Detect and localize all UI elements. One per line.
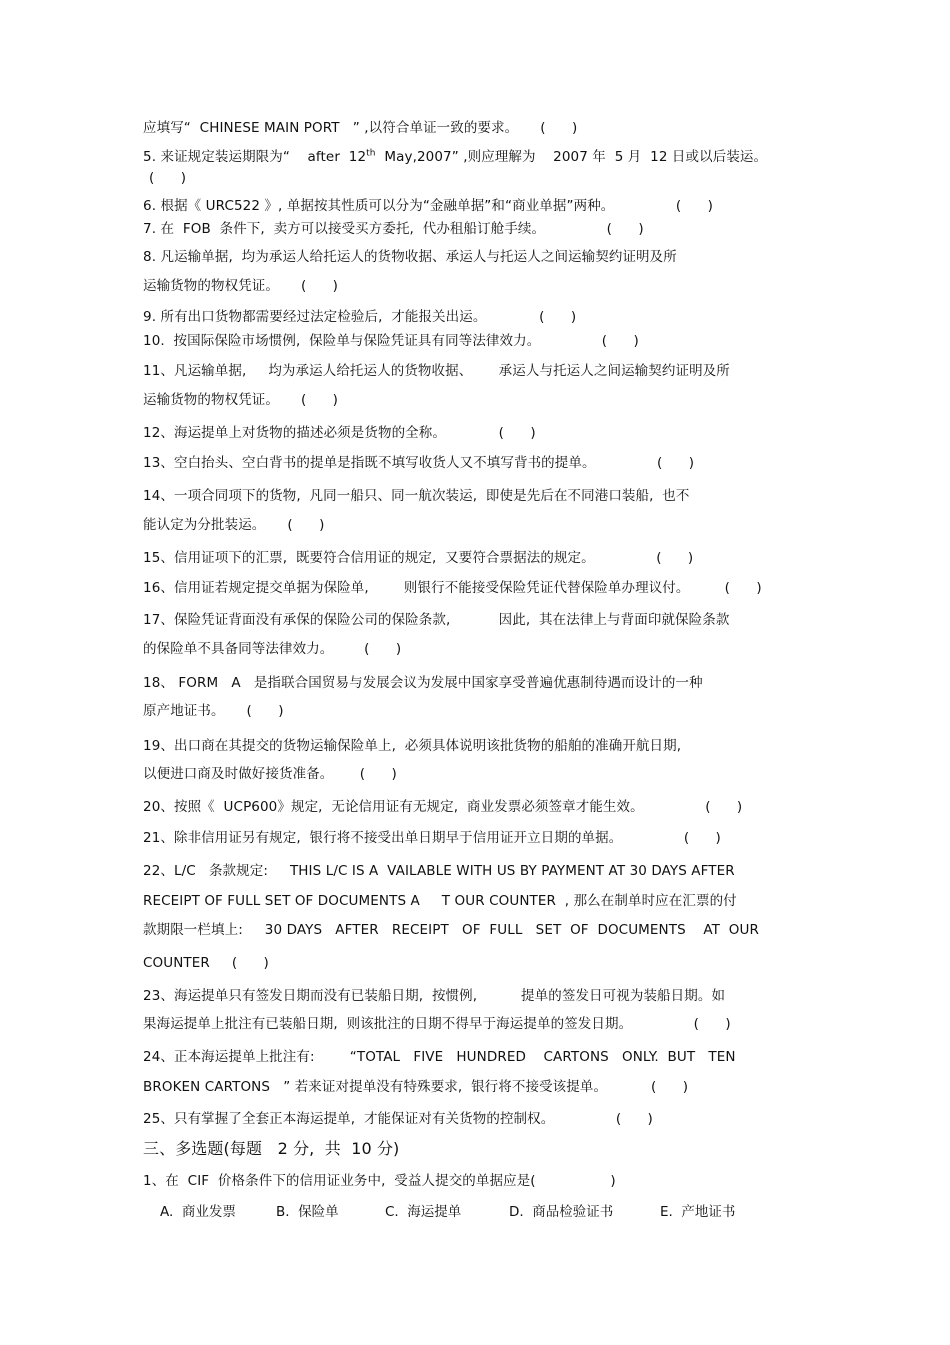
text-line: 14、一项合同项下的货物, 凡同一船只、同一航次装运, 即使是先后在不同港口装船, 也不 [143, 488, 690, 504]
text-line: 9. 所有出口货物都需要经过法定检验后, 才能报关出运。 ( ) [143, 309, 577, 325]
text-line: 24、正本海运提单上批注有: “TOTAL FIVE HUNDRED CARTONS ONLY. BUT TEN [143, 1049, 736, 1065]
text-line: 6. 根据《 URC522 》, 单据按其性质可以分为“金融单据”和“商业单据”两种。 ( ) [143, 198, 713, 214]
option-a[interactable]: A. 商业发票 [160, 1204, 236, 1220]
text-line: 13、空白抬头、空白背书的提单是指既不填写收货人又不填写背书的提单。 ( ) [143, 455, 695, 471]
text-line [143, 148, 767, 166]
text-line: 23、海运提单只有签发日期而没有已装船日期, 按惯例, 提单的签发日可视为装船日期。如 [143, 988, 726, 1004]
text-fragment: May,2007” ,则应理解为 2007 年 5 月 12 日或以后装运。 [375, 149, 768, 165]
text-line: 20、按照《 UCP600》规定, 无论信用证有无规定, 商业发票必须签章才能生效。 ( ) [143, 799, 743, 815]
text-line: 22、L/C 条款规定: THIS L/C IS A VAILABLE WITH US BY PAYMENT AT 30 DAYS AFTER [143, 863, 735, 879]
text-line: 25、只有掌握了全套正本海运提单, 才能保证对有关货物的控制权。 ( ) [143, 1111, 653, 1127]
text-line: 11、凡运输单据, 均为承运人给托运人的货物收据、 承运人与托运人之间运输契约证明及所 [143, 363, 730, 379]
text-line: 19、出口商在其提交的货物运输保险单上, 必须具体说明该批货物的船舶的准确开航日期, [143, 738, 682, 754]
text-line: 的保险单不具备同等法律效力。 ( ) [143, 641, 402, 657]
text-line: 款期限一栏填上: 30 DAYS AFTER RECEIPT OF FULL SET OF DOCUMENTS AT OUR [143, 922, 759, 938]
text-line: 能认定为分批装运。 ( ) [143, 517, 325, 533]
text-line: 7. 在 FOB 条件下, 卖方可以接受买方委托, 代办租船订舱手续。 ( ) [143, 221, 644, 237]
text-line: 16、信用证若规定提交单据为保险单, 则银行不能接受保险凭证代替保险单办理议付。 ( ) [143, 580, 762, 596]
text-line: 以便进口商及时做好接货准备。 ( ) [143, 766, 397, 782]
text-line: 21、除非信用证另有规定, 银行将不接受出单日期早于信用证开立日期的单据。 ( ) [143, 830, 721, 846]
text-line: 应填写“ CHINESE MAIN PORT ” ,以符合单证一致的要求。 ( ) [143, 120, 578, 136]
text-line: 12、海运提单上对货物的描述必须是货物的全称。 ( ) [143, 425, 536, 441]
text-line: COUNTER ( ) [143, 955, 269, 971]
superscript: th [366, 148, 376, 159]
text-line: 18、 FORM A 是指联合国贸易与发展会议为发展中国家享受普遍优惠制待遇而设计的一种 [143, 675, 703, 691]
text-line: 果海运提单上批注有已装船日期, 则该批注的日期不得早于海运提单的签发日期。 ( ) [143, 1016, 731, 1032]
text-line: 15、信用证项下的汇票, 既要符合信用证的规定, 又要符合票据法的规定。 ( ) [143, 550, 694, 566]
text-line: 10. 按国际保险市场惯例, 保险单与保险凭证具有同等法律效力。 ( ) [143, 333, 639, 349]
text-fragment: 5. 来证规定装运期限为“ after 12 [143, 149, 367, 165]
text-line: RECEIPT OF FULL SET OF DOCUMENTS A T OUR COUNTER , 那么在制单时应在汇票的付 [143, 893, 737, 909]
answer-paren: ( ) [149, 170, 187, 186]
text-line: 运输货物的物权凭证。 ( ) [143, 392, 339, 408]
text-line: 8. 凡运输单据, 均为承运人给托运人的货物收据、承运人与托运人之间运输契约证明及所 [143, 249, 677, 265]
text-line: 原产地证书。 ( ) [143, 703, 284, 719]
text-line: 17、保险凭证背面没有承保的保险公司的保险条款, 因此, 其在法律上与背面印就保险条款 [143, 612, 730, 628]
section-heading: 三、多选题(每题 2 分, 共 10 分) [143, 1139, 400, 1158]
option-c[interactable]: C. 海运提单 [385, 1204, 462, 1220]
text-line: BROKEN CARTONS ” 若来证对提单没有特殊要求, 银行将不接受该提单。 ( ) [143, 1079, 689, 1095]
text-line: 运输货物的物权凭证。 ( ) [143, 278, 339, 294]
option-b[interactable]: B. 保险单 [276, 1204, 339, 1220]
question-line: 1、在 CIF 价格条件下的信用证业务中, 受益人提交的单据应是( ) [143, 1173, 616, 1189]
option-d[interactable]: D. 商品检验证书 [509, 1204, 614, 1220]
option-e[interactable]: E. 产地证书 [660, 1204, 736, 1220]
